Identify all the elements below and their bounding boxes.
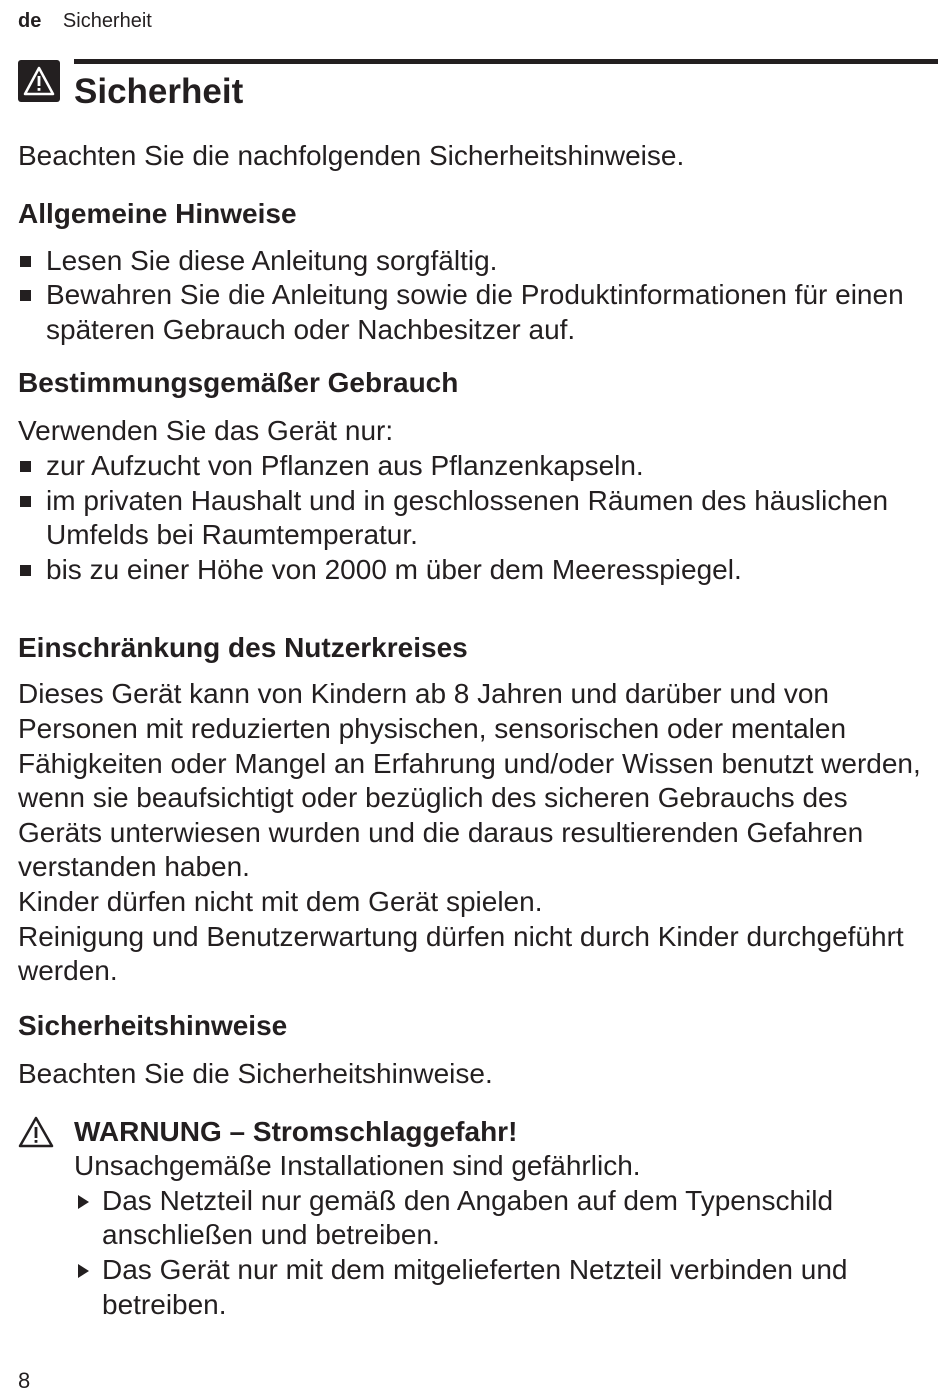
intended-use-heading: Bestimmungsgemäßer Gebrauch	[18, 367, 459, 399]
page-title: Sicherheit	[74, 72, 244, 111]
children-play-note: Kinder dürfen nicht mit dem Gerät spielen.	[18, 885, 543, 917]
safety-notes-heading: Sicherheitshinweise	[18, 1009, 288, 1041]
language-code: de	[18, 10, 42, 32]
square-bullet-icon	[20, 461, 31, 472]
square-bullet-icon	[20, 290, 31, 301]
arrow-bullet-icon	[78, 1264, 89, 1278]
page-header	[18, 10, 152, 33]
list-item: Bewahren Sie die Anleitung sowie die Produktinformationen für einen späteren Gebrauch oder Nachbesitzer auf.	[18, 278, 938, 347]
header-section: Sicherheit	[62, 10, 152, 32]
arrow-bullet-icon	[78, 1195, 89, 1209]
user-restriction-heading: Einschränkung des Nutzerkreises	[18, 632, 468, 664]
page-number: 8	[18, 1368, 31, 1393]
general-heading: Allgemeine Hinweise	[18, 197, 297, 229]
warning-text: Unsachgemäße Installationen sind gefährlich.	[74, 1150, 641, 1182]
safety-notes-lead: Beachten Sie die Sicherheitshinweise.	[18, 1057, 493, 1089]
user-restriction-paragraph: Dieses Gerät kann von Kindern ab 8 Jahren und darüber und von Personen mit reduzierten physischen, sensorischen oder mentalen Fähigkeiten oder Mangel an Erfahrung und/oder Wissen benutzt werden, wenn sie beaufsichtigt oder bezüglich des sicheren Gebrauchs des Geräts unterwiesen wurden und die daraus resultierenden Gefahren verstanden haben.	[18, 678, 921, 883]
warning-box-icon	[18, 60, 60, 102]
list-item: bis zu einer Höhe von 2000 m über dem Meeresspiegel.	[18, 553, 938, 588]
list-item: zur Aufzucht von Pflanzen aus Pflanzenkapseln.	[18, 449, 938, 484]
warning-title: WARNUNG – Stromschlaggefahr!	[74, 1116, 518, 1148]
list-item: im privaten Haushalt und in geschlossenen Räumen des häuslichen Umfelds bei Raumtemperatur.	[18, 484, 938, 553]
intended-use-list	[18, 449, 938, 587]
list-item: Lesen Sie diese Anleitung sorgfältig.	[18, 244, 938, 279]
list-item: Das Gerät nur mit dem mitgelieferten Netzteil verbinden und betreiben.	[74, 1253, 938, 1322]
square-bullet-icon	[20, 565, 31, 576]
cleaning-note: Reinigung und Benutzerwartung dürfen nicht durch Kinder durchgeführt werden.	[18, 920, 904, 987]
intended-use-lead: Verwenden Sie das Gerät nur:	[18, 415, 394, 447]
content	[18, 136, 938, 1322]
intro-text: Beachten Sie die nachfolgenden Sicherheitshinweise.	[18, 140, 685, 171]
header-rule	[74, 59, 938, 64]
square-bullet-icon	[20, 496, 31, 507]
warning-triangle-icon	[18, 1116, 54, 1148]
warning-instructions	[74, 1184, 938, 1322]
warning-triangle-icon	[23, 66, 55, 96]
general-list	[18, 244, 938, 348]
square-bullet-icon	[20, 256, 31, 267]
warning-block	[18, 1115, 938, 1322]
list-item: Das Netzteil nur gemäß den Angaben auf dem Typenschild anschließen und betreiben.	[74, 1184, 938, 1253]
